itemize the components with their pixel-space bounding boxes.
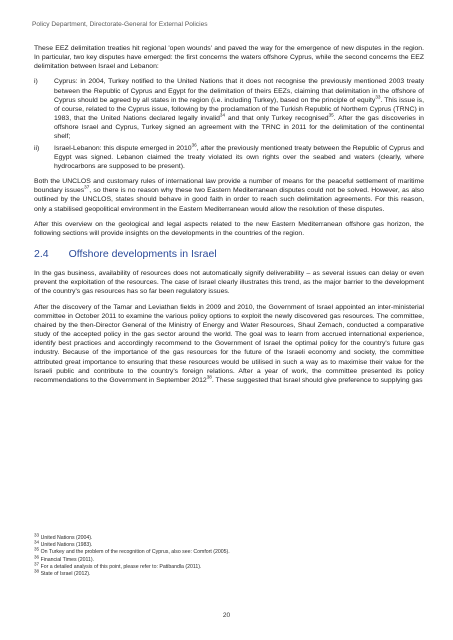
footnote-ref: 37 — [84, 184, 90, 190]
footnote-number: 36 — [34, 553, 40, 559]
footnote-ref: 38 — [206, 374, 212, 380]
footnotes — [34, 532, 230, 578]
footnote-text: For a detailed analysis of this point, please refer to: Patibandla (2011). — [40, 563, 202, 570]
footnote-text: United Nations (1983). — [40, 542, 93, 549]
footnote-number: 34 — [34, 539, 40, 545]
footnote-text: On Turkey and the problem of the recognition of Cyprus, also see: Comfort (2005). — [40, 549, 230, 556]
section-heading — [34, 247, 424, 260]
body-text — [34, 44, 424, 391]
footnote-number: 37 — [34, 561, 40, 567]
footnote-ref: 36 — [191, 142, 197, 148]
list-item-number: ii) — [34, 144, 40, 152]
paragraph-text: , so there is no reason why these two Eastern Mediterranean disputes could not be solved. However, as also outlined by the UNCLOS, states should behave in good faith in order to reach such delimitation agreements. For this reason, only a stabilised geopolitical environment in the Eastern Mediterranean would allow the resolution of these disputes. — [34, 187, 424, 213]
footnote — [34, 561, 230, 574]
footnote-text: United Nations (2004). — [40, 535, 93, 541]
overview-paragraph: After this overview on the geological and legal aspects related to the new Eastern Mediterranean offshore gas horizon, the following sections will provide insights on the developments in the countries of the region. — [34, 220, 424, 237]
footnote-text: State of Israel (2012). — [40, 571, 91, 578]
list-item — [34, 77, 424, 141]
list-item-text: Cyprus: in 2004, Turkey notified to the United Nations that it does not recognise the previously mentioned 2003 treaty between the Republic of Cyprus and Egypt for the delimitation of theirs EEZs, claiming that delimitation in the offshore of Cyprus should be agreed by all states in the region (i.e. including Turkey), based on the principle of equity — [54, 78, 424, 104]
paragraph-text: Both the UNCLOS and customary rules of international law provide a number of means for the peaceful settlement of maritime boundary issues — [34, 178, 424, 195]
tamar-leviathan-paragraph — [34, 303, 424, 385]
running-header: Policy Department, Directorate-General for External Policies — [32, 21, 208, 28]
footnote-text: Financial Times (2011). — [40, 556, 95, 563]
list-item — [34, 144, 424, 171]
gas-business-paragraph: In the gas business, availability of resources does not automatically signify deliverability – as several issues can delay or even prevent the exploitation of the resources. The case of Israel clearly illustrates this trend, as the major barrier to the development of the country's gas resources has so far been regulatory issues. — [34, 270, 424, 296]
footnote — [34, 546, 230, 556]
list-item-text: and that only Turkey recognised — [225, 115, 329, 123]
footnote-ref: 35 — [328, 112, 334, 118]
list-item-text: . After the gas discoveries in offshore Israel and Cyprus, Turkey signed an agreement with the TRNC in 2011 for the delimitation of the continental shelf; — [54, 115, 424, 141]
list-item-text: . This issue is, of course, related to the Cyprus issue, following by the proclamation of the Turkish Republic of Northern Cyprus (TRNC) in 1983, that the United Nations declared legally invalid — [54, 96, 424, 123]
footnote-number: 35 — [34, 546, 40, 552]
disputes-list — [34, 77, 424, 171]
paragraph-text: . These suggested that Israel should give preference to supplying gas — [211, 376, 423, 384]
footnote — [34, 568, 230, 578]
footnote-number: 33 — [34, 532, 40, 538]
footnote-ref: 34 — [219, 112, 226, 118]
unclos-paragraph — [34, 177, 424, 214]
paragraph-text: After the discovery of the Tamar and Leviathan fields in 2009 and 2010, the Government of Israel appointed an inter-ministerial committee in October 2011 to examine the various policy options to exploit the newly discovered gas resources. The committee, chaired by the then-Director General of the Ministry of Energy and Water Resources, Shaul Zemach, conducted a comparative study of the accepted policy in the gas sector around the world. The goal was to learn from accrued international experience, identify best practices and accordingly recommend to the Government of Israel the optimal policy for the country's future gas industry. Because of the importance of the gas resources for the future of the Israeli economy and society, the committee attributed great importance to ensuring that these resources would be utilised in such a way as to maximise their value for the Israeli public and contribute to the country's foreign relations. After a year of work, the committee presented its policy recommendations to the Government in September 2012 — [34, 303, 424, 384]
section-number: 2.4 — [34, 247, 49, 260]
footnote-number: 38 — [34, 568, 40, 574]
intro-paragraph: These EEZ delimitation treaties hit regional 'open wounds' and paved the way for the emergence of new disputes in the region. In particular, two key disputes have emerged: the first concerns the waters offshore Cyprus, while the second concerns the EEZ delimitation between Israel and Lebanon: — [34, 45, 424, 71]
section-title: Offshore developments in Israel — [68, 247, 217, 260]
list-item-text: , after the previously mentioned treaty between the Republic of Cyprus and Egypt was signed. Lebanon claimed the treaty violated its own rights over the seabed and waters (clearly, where hydrocarbons are supposed to be present). — [54, 144, 424, 170]
list-item-text: Israel-Lebanon: this dispute emerged in 2010 — [54, 144, 192, 152]
page-number: 20 — [222, 612, 231, 619]
footnote-ref: 33 — [375, 94, 381, 100]
list-item-number: i) — [34, 78, 38, 86]
